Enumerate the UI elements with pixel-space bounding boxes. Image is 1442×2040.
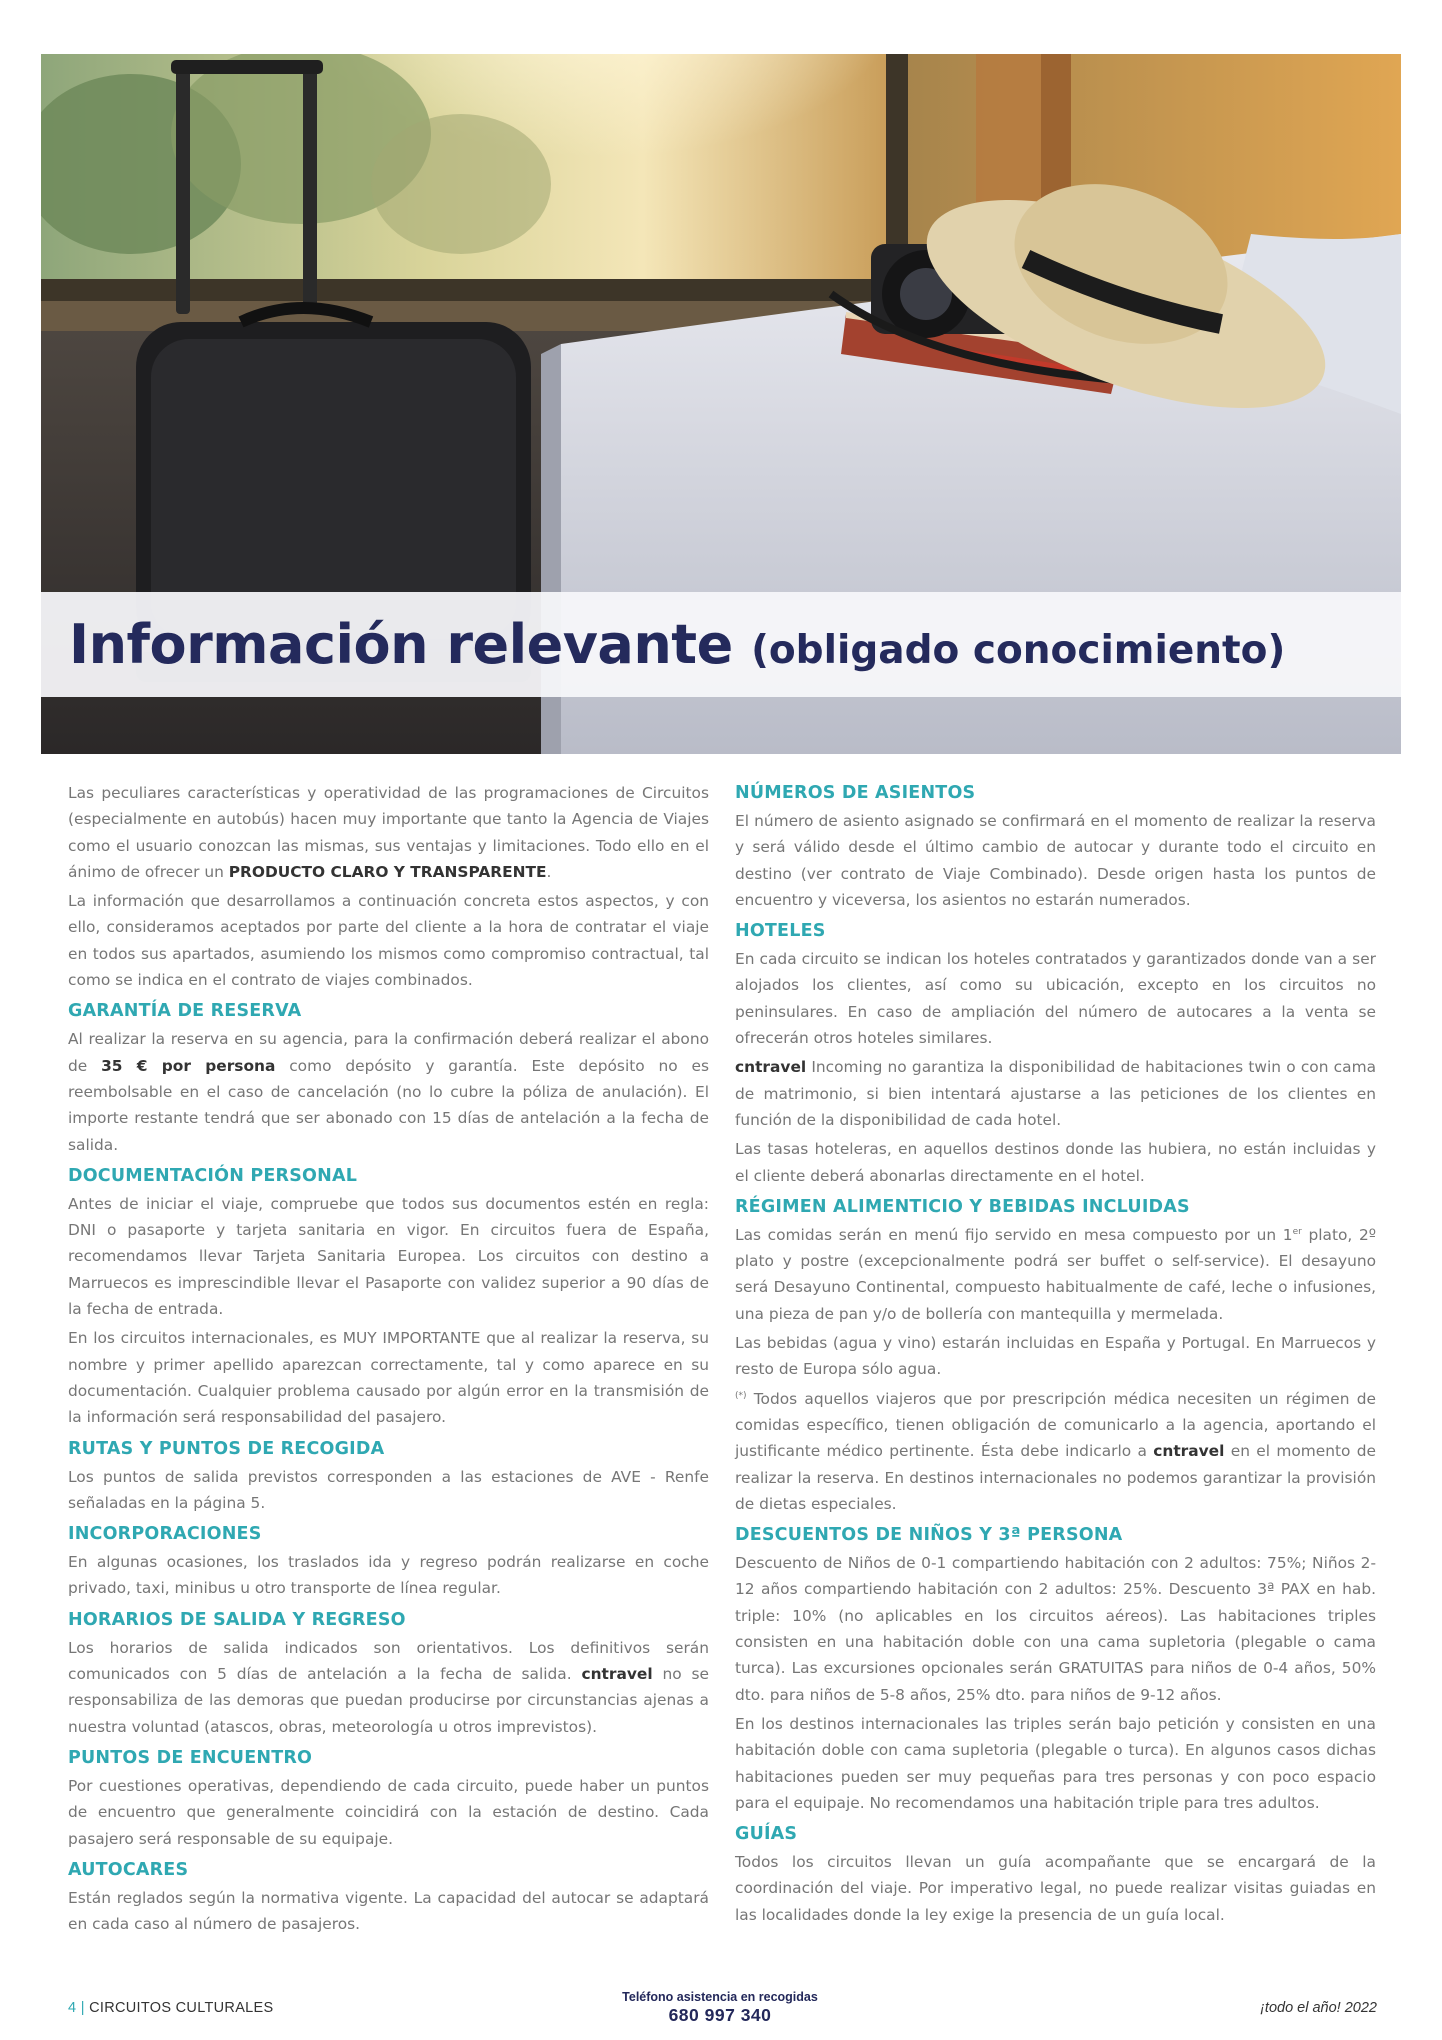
hoteles-paragraph-1: En cada circuito se indican los hoteles contratados y garantizados donde van a ser alojados los clientes, así como su ubicación, excepto en los circuitos no peninsulares. En caso de ampliación del número de autocares a la venta se ofrecerán otros hoteles similares. [735,950,1376,1048]
footer-section-label [68,2000,273,2016]
section-heading-garantia: GARANTÍA DE RESERVA [68,1001,302,1022]
section-heading-autocares: AUTOCARES [68,1859,189,1880]
section-heading-asientos: NÚMEROS DE ASIENTOS [735,783,976,803]
section-heading-regimen: RÉGIMEN ALIMENTICIO Y BEBIDAS INCLUIDAS [735,1196,1190,1217]
phone-label: Teléfono asistencia en recogidas [622,1990,818,2004]
garantia-paragraph: Al realizar la reserva en su agencia, para la confirmación deberá realizar el abono de 35 € por persona como depósito y garantía. Este depósito no es reembolsable en el caso de cancelación (no lo cubre la póliza de anulación). El importe restante tendrá que ser abonado con 15 días de antelación a la fecha de salida. [68,1030,709,1154]
regimen-paragraph-1: Las comidas serán en menú fijo servido en mesa compuesto por un 1er plato, 2º plato y postre (excepcionalmente podrá ser buffet o self-service). El desayuno será Desayuno Continental, compuesto habitualmente de café, leche o infusiones, una pieza de pan y/o de bollería con mantequilla y mermelada. [735,1225,1376,1323]
page-title: Información relevante (obligado conocimiento) [69,613,1286,676]
section-heading-documentacion: DOCUMENTACIÓN PERSONAL [68,1165,358,1186]
rutas-paragraph: Los puntos de salida previstos corresponden a las estaciones de AVE - Renfe señaladas en la página 5. [68,1467,709,1512]
title-band [41,592,1401,697]
footer-section-name: CIRCUITOS CULTURALES [89,2000,274,2016]
hoteles-paragraph-3: Las tasas hoteleras, en aquellos destinos donde las hubiera, no están incluidas y el cliente deberá abonarlas directamente en el hotel. [735,1140,1376,1185]
documentacion-paragraph-2: En los circuitos internacionales, es MUY IMPORTANTE que al realizar la reserva, su nombre y primer apellido aparezcan correctamente, tal y como aparece en su documentación. Cualquier problema causado por algún error en la transmisión de la información será responsabilidad del pasajero. [68,1329,709,1427]
phone-number: 680 997 340 [668,2005,772,2025]
footer-slogan: ¡todo el año! 2022 [1260,2000,1377,2016]
autocares-paragraph: Están reglados según la normativa vigente. La capacidad del autocar se adaptará en cada caso al número de pasajeros. [68,1888,709,1934]
section-heading-guias: GUÍAS [735,1824,798,1845]
intro-paragraph-1: Las peculiares características y operatividad de las programaciones de Circuitos (especialmente en autobús) hacen muy importante que tanto la Agencia de Viajes como el usuario conozcan las mismas, sus ventajas y limitaciones. Todo ello en el ánimo de ofrecer un PRODUCTO CLARO Y TRANSPARENTE. [68,784,709,881]
incorporaciones-paragraph: En algunas ocasiones, los traslados ida y regreso podrán realizarse en coche privado, taxi, minibus u otro transporte de línea regular. [68,1553,709,1598]
documentacion-paragraph-1: Antes de iniciar el viaje, compruebe que todos sus documentos estén en regla: DNI o pasaporte y tarjeta sanitaria en vigor. En circuitos fuera de España, recomendamos llevar Tarjeta Sanitaria Europea. Los circuitos con destino a Marruecos es imprescindible llevar el Pasaporte con validez superior a 90 días de la fecha de entrada. [68,1194,709,1319]
section-heading-descuentos: DESCUENTOS DE NIÑOS Y 3ª PERSONA [735,1525,1123,1546]
page-number: 4 [68,2000,77,2016]
puntos-encuentro-paragraph: Por cuestiones operativas, dependiendo de cada circuito, puede haber un puntos de encuentro que generalmente coincidirá con la estación de destino. Cada pasajero será responsable de su equipaje. [68,1776,709,1848]
right-column [735,780,1376,1931]
asientos-paragraph: El número de asiento asignado se confirmará en el momento de realizar la reserva y será válido desde el último cambio de autocar y durante todo el circuito en destino (ver contrato de Viaje Combinado). Desde origen hasta los puntos de encuentro y viceversa, los asientos no estarán numerados. [735,812,1376,909]
hero-photo [41,54,1401,754]
section-heading-puntos-encuentro: PUNTOS DE ENCUENTRO [68,1747,313,1768]
section-heading-hoteles: HOTELES [735,921,826,942]
descuentos-paragraph-2: En los destinos internacionales las triples serán bajo petición y consisten en una habitación doble con cama supletoria (plegable o turca). En algunos casos dichas habitaciones pueden ser muy pequeñas para tres personas y con poco espacio para el equipaje. No recomendamos una habitación triple para tres adultos. [735,1714,1376,1812]
page-subtitle: (obligado conocimiento) [751,628,1286,673]
regimen-paragraph-2: Las bebidas (agua y vino) estarán incluidas en España y Portugal. En Marruecos y resto de Europa sólo agua. [735,1334,1376,1379]
regimen-paragraph-3: (*) Todos aquellos viajeros que por prescripción médica necesiten un régimen de comidas específico, tienen obligación de comunicarlo a la agencia, aportando el justificante médico pertinente. Ésta debe indicarlo a cntravel en el momento de realizar la reserva. En destinos internacionales no podemos garantizar la provisión de dietas especiales. [735,1389,1376,1513]
assistance-phone-block [610,1990,830,2025]
section-heading-incorporaciones: INCORPORACIONES [68,1524,262,1545]
left-column [68,780,709,1940]
guias-paragraph: Todos los circuitos llevan un guía acompañante que se encargará de la coordinación del viaje. Por imperativo legal, no puede realizar visitas guiadas en las localidades donde la ley exige la presencia de un guía local. [735,1853,1376,1924]
hoteles-paragraph-2: cntravel Incoming no garantiza la disponibilidad de habitaciones twin o con cama de matrimonio, si bien intentará ajustarse a las peticiones de los clientes en función de la disponibilidad de cada hotel. [735,1058,1376,1129]
footer-separator: | [80,2000,85,2016]
section-heading-rutas: RUTAS Y PUNTOS DE RECOGIDA [68,1438,385,1459]
section-heading-horarios: HORARIOS DE SALIDA Y REGRESO [68,1609,406,1630]
descuentos-paragraph-1: Descuento de Niños de 0-1 compartiendo habitación con 2 adultos: 75%; Niños 2-12 años compartiendo habitación con 2 adultos: 25%. Descuento 3ª PAX en hab. triple: 10% (no aplicables en los circuitos aéreos). Las habitaciones triples consisten en una habitación doble con una cama supletoria (plegable o cama turca). Las excursiones opcionales serán GRATUITAS para niños de 0-4 años, 50% dto. para niños de 5-8 años, 25% dto. para niños de 9-12 años. [735,1554,1376,1704]
horarios-paragraph: Los horarios de salida indicados son orientativos. Los definitivos serán comunicados con 5 días de antelación a la fecha de salida. cntravel no se responsabiliza de las demoras que puedan producirse por circunstancias ajenas a nuestra voluntad (atascos, obras, meteorología u otros imprevistos). [68,1638,709,1736]
intro-paragraph-2: La información que desarrollamos a continuación concreta estos aspectos, y con ello, consideramos aceptados por parte del cliente a la hora de contratar el viaje en todos sus apartados, asumiendo los mismos como compromiso contractual, tal como se indica en el contrato de viajes combinados. [68,892,709,990]
